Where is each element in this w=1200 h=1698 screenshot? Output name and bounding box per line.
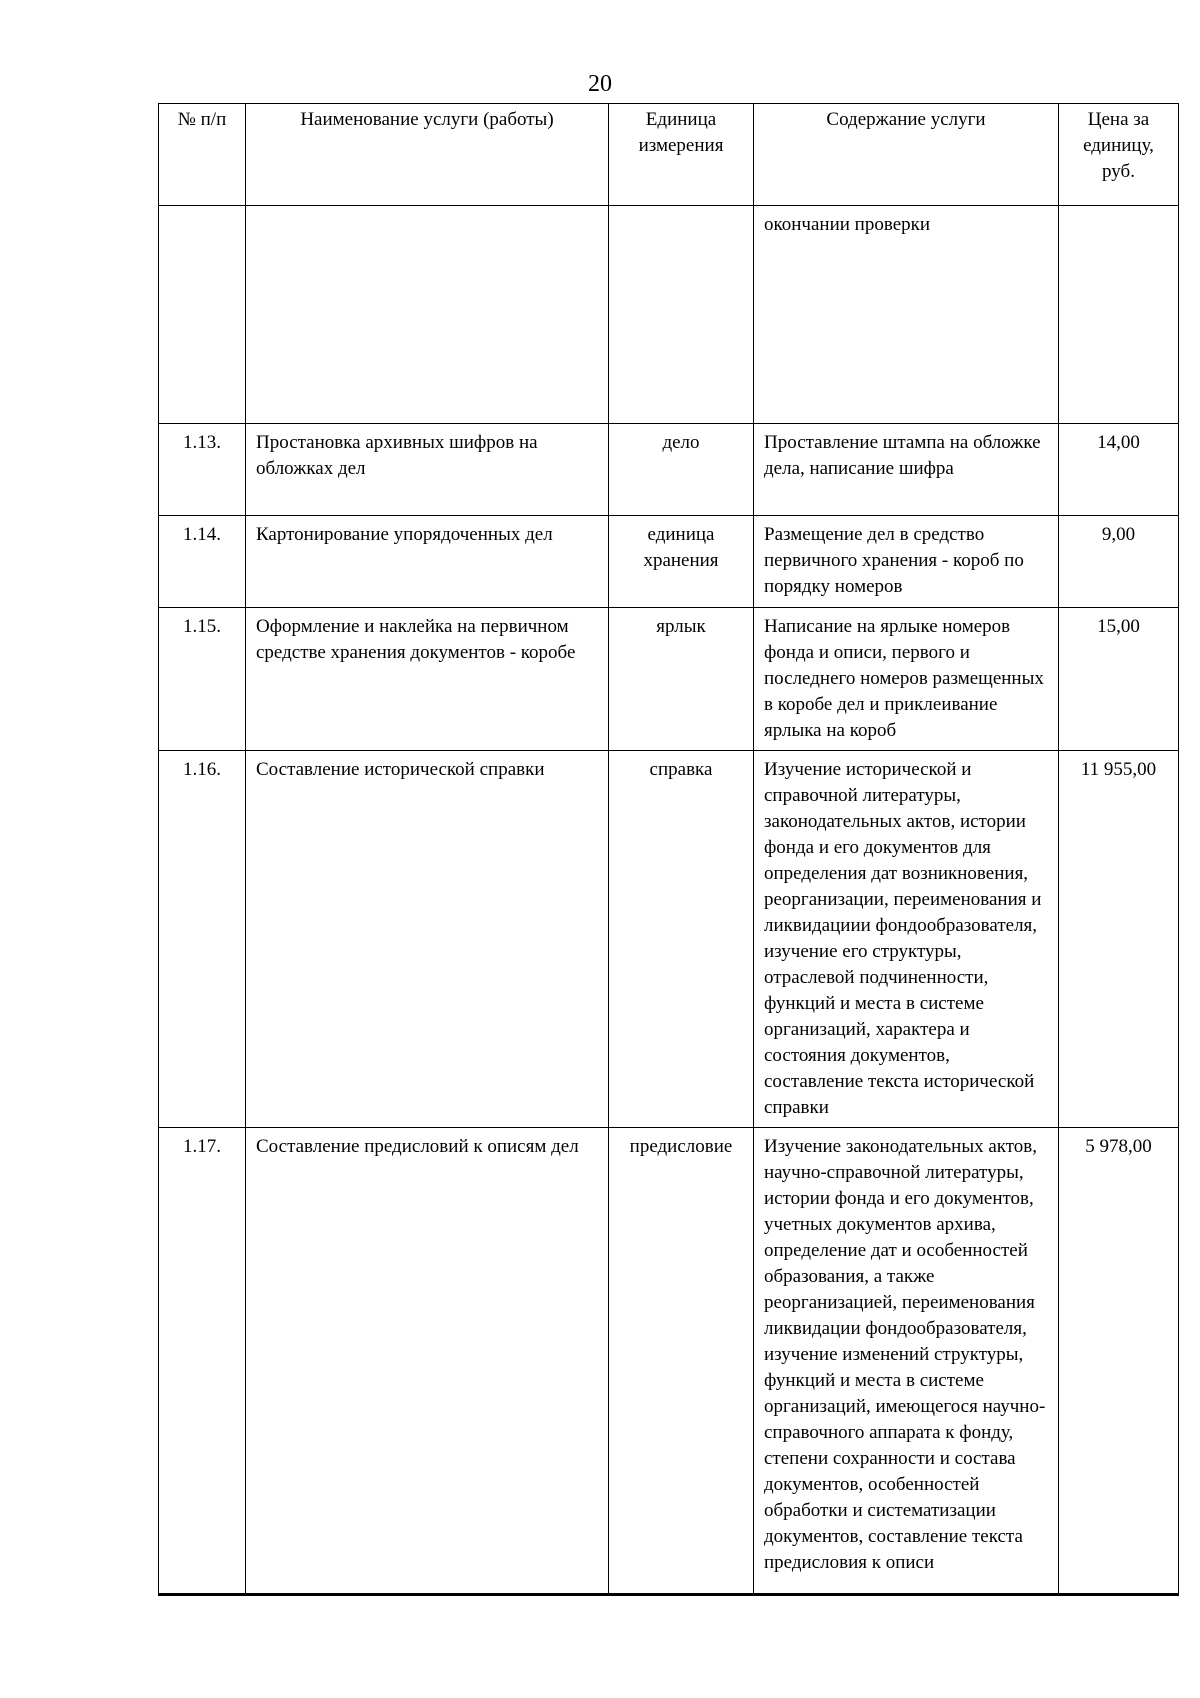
row-content: Написание на ярлыке номеров фонда и описи, первого и последнего номеров размещенных в коробе дел и приклеивание ярлыка на короб <box>754 608 1059 751</box>
row-price <box>1059 206 1179 424</box>
row-price: 15,00 <box>1059 608 1179 751</box>
row-content: Изучение законодательных актов, научно-справочной литературы, истории фонда и его документов, учетных документов архива, определение дат и особенностей образования, а также реорганизацией, переименования ликвидации фондообразователя, изучение изменений структуры, функций и места в системе организаций, имеющегося научно-справочного аппарата к фонду, степени сохранности и состава документов, особенностей обработки и систематизации документов, составление текста предисловия к описи <box>754 1128 1059 1595</box>
price-table <box>158 103 1179 1596</box>
row-num <box>159 206 246 424</box>
row-unit: единица хранения <box>609 516 754 608</box>
table-row <box>159 206 1179 424</box>
row-num: 1.15. <box>159 608 246 751</box>
row-name: Простановка архивных шифров на обложках дел <box>246 424 609 516</box>
row-unit: предисловие <box>609 1128 754 1595</box>
table-row <box>159 516 1179 608</box>
row-price: 5 978,00 <box>1059 1128 1179 1595</box>
row-content: Размещение дел в средство первичного хранения - короб по порядку номеров <box>754 516 1059 608</box>
row-name: Оформление и наклейка на первичном средстве хранения документов - коробе <box>246 608 609 751</box>
row-name: Картонирование упорядоченных дел <box>246 516 609 608</box>
row-num: 1.13. <box>159 424 246 516</box>
header-unit: Единица измерения <box>609 104 754 206</box>
row-price: 14,00 <box>1059 424 1179 516</box>
table-header-row <box>159 104 1179 206</box>
row-content: окончании проверки <box>754 206 1059 424</box>
table-row <box>159 1128 1179 1595</box>
row-name: Составление предисловий к описям дел <box>246 1128 609 1595</box>
row-unit: ярлык <box>609 608 754 751</box>
table-row <box>159 424 1179 516</box>
row-content: Проставление штампа на обложке дела, написание шифра <box>754 424 1059 516</box>
header-price: Цена за единицу, руб. <box>1059 104 1179 206</box>
header-num: № п/п <box>159 104 246 206</box>
header-content: Содержание услуги <box>754 104 1059 206</box>
row-price: 9,00 <box>1059 516 1179 608</box>
row-num: 1.16. <box>159 751 246 1128</box>
row-name <box>246 206 609 424</box>
row-num: 1.14. <box>159 516 246 608</box>
row-unit: справка <box>609 751 754 1128</box>
row-unit: дело <box>609 424 754 516</box>
table-row <box>159 751 1179 1128</box>
page-number: 20 <box>588 71 612 97</box>
header-name: Наименование услуги (работы) <box>246 104 609 206</box>
row-name: Составление исторической справки <box>246 751 609 1128</box>
row-unit <box>609 206 754 424</box>
row-num: 1.17. <box>159 1128 246 1595</box>
row-price: 11 955,00 <box>1059 751 1179 1128</box>
table-row <box>159 608 1179 751</box>
row-content: Изучение исторической и справочной литературы, законодательных актов, истории фонда и его документов для определения дат возникновения, реорганизации, переименования и ликвидациии фондообразователя, изучение его структуры, отраслевой подчиненности, функций и места в системе организаций, характера и состояния документов, составление текста исторической справки <box>754 751 1059 1128</box>
